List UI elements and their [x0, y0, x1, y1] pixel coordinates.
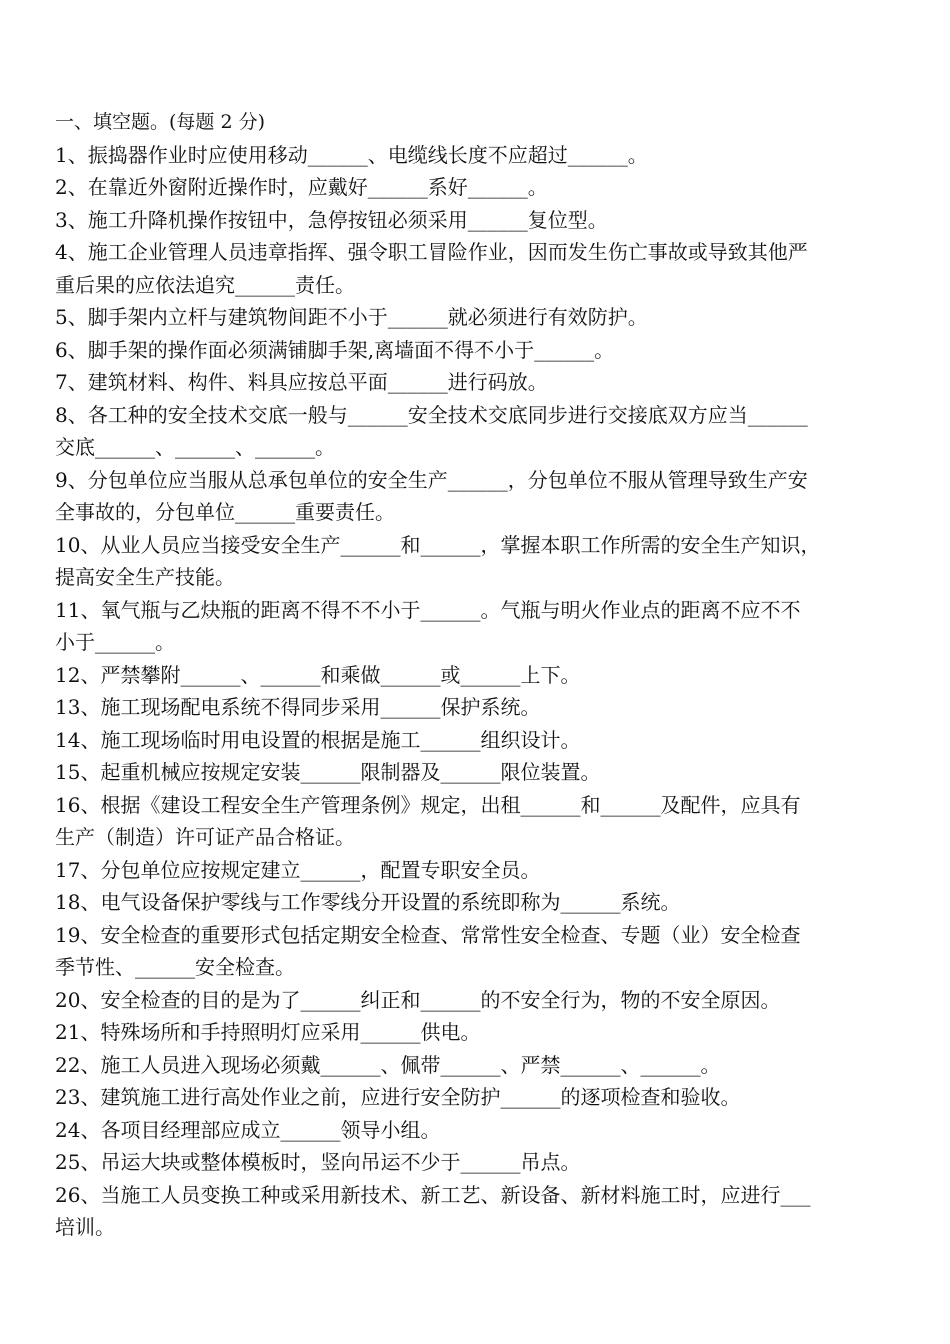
question-line: 全事故的，分包单位______重要责任。 — [55, 500, 395, 524]
question-line: 重后果的应依法追究______责任。 — [55, 272, 355, 297]
question-line: 6、脚手架的操作面必须满铺脚手架,离墙面不得不小于______。 — [55, 337, 615, 362]
question-line: 2、在靠近外窗附近操作时，应戴好______系好______。 — [55, 175, 548, 199]
question-line: 交底______、______、______。 — [55, 435, 335, 459]
question-line: 4、施工企业管理人员违章指挥、强令职工冒险作业，因而发生伤亡事故或导致其他严 — [55, 240, 808, 264]
question-line: 17、分包单位应按规定建立______，配置专职安全员。 — [55, 857, 541, 882]
question-line: 10、从业人员应当接受安全生产______和______，掌握本职工作所需的安全生产知识， — [55, 532, 821, 557]
question-line: 12、严禁攀附______、______和乘做______或______上下。 — [55, 662, 581, 687]
question-line: 7、建筑材料、构件、料具应按总平面______进行码放。 — [55, 370, 548, 394]
question-list — [55, 139, 900, 1244]
question-line: 16、根据《建设工程安全生产管理条例》规定，出租______和______及配件，应具有 — [55, 792, 801, 817]
question-line: 25、吊运大块或整体模板时，竖向吊运不少于______吊点。 — [55, 1150, 581, 1174]
question-line: 提高安全生产技能。 — [55, 565, 235, 589]
question-line: 11、氧气瓶与乙炔瓶的距离不得不不小于______。气瓶与明火作业点的距离不应不不 — [55, 597, 801, 622]
question-line: 15、起重机械应按规定安装______限制器及______限位装置。 — [55, 760, 601, 784]
question-line: 1、振捣器作业时应使用移动______、电缆线长度不应超过______。 — [55, 142, 648, 167]
question-line: 8、各工种的安全技术交底一般与______安全技术交底同步进行交接底双方应当______ — [55, 402, 808, 427]
question-line: 26、当施工人员变换工种或采用新技术、新工艺、新设备、新材料施工时，应进行___ — [55, 1182, 811, 1207]
question-line: 13、施工现场配电系统不得同步采用______保护系统。 — [55, 695, 541, 719]
question-line: 23、建筑施工进行高处作业之前，应进行安全防护______的逐项检查和验收。 — [55, 1085, 741, 1109]
document-page — [55, 106, 900, 1244]
question-line: 24、各项目经理部应成立______领导小组。 — [55, 1117, 441, 1142]
question-line: 18、电气设备保护零线与工作零线分开设置的系统即称为______系统。 — [55, 890, 681, 914]
question-line: 21、特殊场所和手持照明灯应采用______供电。 — [55, 1020, 481, 1044]
question-line: 19、安全检查的重要形式包括定期安全检查、常常性安全检查、专题（业）安全检查 — [55, 922, 801, 947]
question-line: 14、施工现场临时用电设置的根据是施工______组织设计。 — [55, 727, 581, 752]
question-line: 培训。 — [55, 1215, 115, 1239]
question-line: 9、分包单位应当服从总承包单位的安全生产______，分包单位不服从管理导致生产安 — [55, 467, 808, 492]
question-line: 22、施工人员进入现场必须戴______、佩带______、严禁______、______。 — [55, 1052, 721, 1077]
question-line: 生产（制造）许可证产品合格证。 — [55, 825, 355, 849]
question-line: 3、施工升降机操作按钮中，急停按钮必须采用______复位型。 — [55, 207, 608, 232]
question-line: 小于______。 — [55, 630, 175, 654]
question-line: 季节性、______安全检查。 — [55, 955, 295, 979]
section-heading: 一、填空题。(每题 2 分) — [55, 111, 265, 133]
question-line: 20、安全检查的目的是为了______纠正和______的不安全行为，物的不安全原因。 — [55, 987, 781, 1012]
question-line: 5、脚手架内立杆与建筑物间距不小于______就必须进行有效防护。 — [55, 305, 648, 329]
